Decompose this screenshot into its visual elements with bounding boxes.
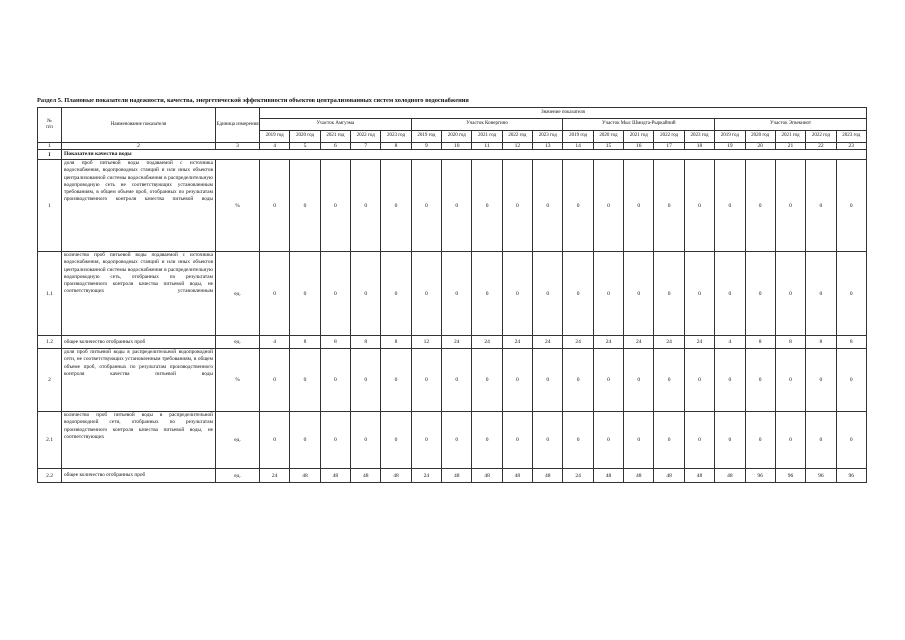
value-cell: 96 [745, 469, 775, 483]
header-year: 2019 год [715, 131, 745, 143]
row-unit: ед. [216, 469, 260, 483]
value-cell: 0 [836, 160, 866, 252]
value-cell: 48 [472, 469, 502, 483]
value-cell: 48 [442, 469, 472, 483]
value-cell: 0 [290, 349, 320, 412]
value-cell: 0 [260, 160, 290, 252]
row-number: I [38, 150, 62, 160]
row-name [62, 412, 216, 469]
value-cell: 0 [411, 349, 441, 412]
value-cell: 0 [290, 252, 320, 336]
value-cell: 24 [563, 469, 593, 483]
column-number: 14 [563, 143, 593, 150]
column-number: 6 [320, 143, 350, 150]
value-cell: 0 [684, 349, 714, 412]
value-cell: 48 [381, 469, 411, 483]
row-unit: ед. [216, 336, 260, 349]
value-cell: 24 [563, 336, 593, 349]
value-cell: 0 [745, 252, 775, 336]
value-cell: 24 [260, 469, 290, 483]
row-name [62, 252, 216, 336]
header-section: Участок Амгуэма [260, 119, 412, 131]
value-cell: 0 [502, 160, 532, 252]
value-cell: 0 [351, 252, 381, 336]
header-year: 2023 год [684, 131, 714, 143]
value-cell: 0 [745, 412, 775, 469]
table-row [38, 336, 867, 349]
column-number: 21 [775, 143, 805, 150]
row-unit: % [216, 160, 260, 252]
value-cell: 24 [654, 336, 684, 349]
value-cell: 0 [806, 252, 836, 336]
column-number: 1 [38, 143, 62, 150]
value-cell: 0 [290, 160, 320, 252]
column-number: 3 [216, 143, 260, 150]
value-cell: 12 [411, 336, 441, 349]
value-cell: 0 [533, 252, 563, 336]
column-number: 18 [684, 143, 714, 150]
value-cell: 8 [290, 336, 320, 349]
header-year: 2022 год [351, 131, 381, 143]
row-unit: ед. [216, 412, 260, 469]
value-cell: 0 [836, 412, 866, 469]
column-number: 4 [260, 143, 290, 150]
value-cell: 24 [533, 336, 563, 349]
header-year: 2020 год [290, 131, 320, 143]
value-cell: 0 [320, 412, 350, 469]
value-cell: 4 [715, 336, 745, 349]
value-cell: 0 [563, 349, 593, 412]
value-cell: 0 [260, 412, 290, 469]
value-cell: 0 [351, 160, 381, 252]
column-number: 19 [715, 143, 745, 150]
column-number: 23 [836, 143, 866, 150]
value-cell: 0 [593, 252, 623, 336]
row-name [62, 469, 216, 483]
column-number: 5 [290, 143, 320, 150]
header-year: 2022 год [502, 131, 532, 143]
row-number: 2.2 [38, 469, 62, 483]
value-cell: 0 [533, 412, 563, 469]
value-cell: 0 [351, 349, 381, 412]
value-cell: 0 [381, 349, 411, 412]
value-cell: 0 [502, 252, 532, 336]
value-cell: 48 [351, 469, 381, 483]
column-number: 20 [745, 143, 775, 150]
row-name-text: доля проб питьевой воды в распределительной водопроводной сети, не соответствующих установленным требованиям, в общем объеме проб, отобранных по результатам производственного контроля качества питьевой воды [64, 349, 213, 377]
header-section: Участок Мыс Шмидта-Рыркайпий [563, 119, 715, 131]
value-cell: 0 [806, 160, 836, 252]
value-cell: 0 [684, 160, 714, 252]
value-cell: 0 [745, 349, 775, 412]
value-cell: 0 [593, 412, 623, 469]
value-cell: 0 [836, 349, 866, 412]
value-cell: 0 [624, 412, 654, 469]
value-cell: 0 [654, 412, 684, 469]
row-number: 1.2 [38, 336, 62, 349]
value-cell: 0 [624, 349, 654, 412]
value-cell: 0 [351, 412, 381, 469]
value-cell: 0 [715, 252, 745, 336]
value-cell: 24 [502, 336, 532, 349]
row-name [62, 160, 216, 252]
value-cell: 0 [775, 160, 805, 252]
value-cell: 0 [745, 160, 775, 252]
value-cell: 0 [381, 160, 411, 252]
value-cell: 0 [442, 412, 472, 469]
value-cell: 0 [775, 349, 805, 412]
row-number: 2 [38, 349, 62, 412]
value-cell: 0 [320, 349, 350, 412]
value-cell: 0 [502, 412, 532, 469]
value-cell: 0 [775, 252, 805, 336]
value-cell: 24 [593, 336, 623, 349]
row-name: Показатели качества воды [62, 150, 867, 160]
value-cell: 0 [563, 160, 593, 252]
value-cell: 0 [411, 412, 441, 469]
header-name: Наименование показателя [62, 108, 216, 143]
value-cell: 0 [715, 349, 745, 412]
column-number: 8 [381, 143, 411, 150]
row-number: 1 [38, 160, 62, 252]
value-cell: 0 [381, 252, 411, 336]
header-year: 2023 год [381, 131, 411, 143]
value-cell: 8 [351, 336, 381, 349]
header-values-group: Значение показателя [260, 108, 867, 119]
row-name-text: общее количество отобранных проб [64, 472, 146, 479]
value-cell: 0 [411, 160, 441, 252]
value-cell: 48 [593, 469, 623, 483]
header-unit: Единица измерения [216, 108, 260, 143]
column-number: 12 [502, 143, 532, 150]
value-cell: 0 [654, 349, 684, 412]
column-number: 2 [62, 143, 216, 150]
header-year: 2022 год [806, 131, 836, 143]
value-cell: 0 [472, 160, 502, 252]
value-cell: 0 [472, 252, 502, 336]
value-cell: 0 [320, 252, 350, 336]
value-cell: 0 [442, 349, 472, 412]
value-cell: 8 [745, 336, 775, 349]
value-cell: 48 [290, 469, 320, 483]
value-cell: 96 [806, 469, 836, 483]
header-year: 2021 год [472, 131, 502, 143]
row-name-text: количество проб питьевой воды подаваемой с источника водоснабжения, водопроводных станций и или иных объектов централизованной системы водоснабжения в распределительную водопроводную сеть, отобранных по результатам производственного контроля качества питьевой воды, не соответствующих установленным [64, 252, 213, 295]
row-name-text: доля проб питьевой воды подаваемой с источника водоснабжения, водопроводных станций и или иных объектов централизованной системы водоснабжения в распределительную водопроводную сеть не соответствующих установленным требованиям, в общем объеме проб, отобранных по результатам производственного контроля качества питьевой воды [64, 160, 213, 203]
value-cell: 96 [836, 469, 866, 483]
value-cell: 0 [533, 349, 563, 412]
column-number: 11 [472, 143, 502, 150]
value-cell: 0 [472, 412, 502, 469]
value-cell: 24 [684, 336, 714, 349]
row-number: 2.1 [38, 412, 62, 469]
value-cell: 0 [381, 412, 411, 469]
value-cell: 48 [533, 469, 563, 483]
value-cell: 48 [320, 469, 350, 483]
value-cell: 0 [411, 252, 441, 336]
value-cell: 0 [563, 252, 593, 336]
value-cell: 48 [684, 469, 714, 483]
value-cell: 0 [442, 252, 472, 336]
header-section: Участок Конергино [411, 119, 563, 131]
value-cell: 0 [654, 252, 684, 336]
header-year: 2021 год [320, 131, 350, 143]
value-cell: 0 [624, 160, 654, 252]
header-year: 2020 год [593, 131, 623, 143]
value-cell: 8 [381, 336, 411, 349]
column-number: 13 [533, 143, 563, 150]
row-unit: ед. [216, 252, 260, 336]
column-number: 7 [351, 143, 381, 150]
value-cell: 4 [260, 336, 290, 349]
header-year: 2021 год [775, 131, 805, 143]
row-name [62, 349, 216, 412]
table-row [38, 150, 867, 160]
value-cell: 8 [806, 336, 836, 349]
header-year: 2019 год [260, 131, 290, 143]
value-cell: 0 [806, 412, 836, 469]
row-number: 1.1 [38, 252, 62, 336]
value-cell: 0 [806, 349, 836, 412]
header-year: 2020 год [745, 131, 775, 143]
column-number: 17 [654, 143, 684, 150]
value-cell: 0 [502, 349, 532, 412]
table-row [38, 349, 867, 412]
value-cell: 0 [593, 349, 623, 412]
column-number: 16 [624, 143, 654, 150]
value-cell: 0 [260, 252, 290, 336]
column-number: 22 [806, 143, 836, 150]
value-cell: 0 [533, 160, 563, 252]
header-year: 2023 год [533, 131, 563, 143]
value-cell: 0 [593, 160, 623, 252]
value-cell: 0 [684, 252, 714, 336]
table-row [38, 160, 867, 252]
value-cell: 0 [320, 160, 350, 252]
value-cell: 24 [411, 469, 441, 483]
value-cell: 0 [563, 412, 593, 469]
value-cell: 0 [684, 412, 714, 469]
table-row [38, 469, 867, 483]
header-year: 2019 год [411, 131, 441, 143]
page-title: Раздел 5. Плановые показатели надежности, качества, энергетической эффективности объектов централизованных систем холодного водоснабжения [37, 97, 469, 104]
indicators-table [37, 107, 867, 483]
row-name-text: общее количество отобранных проб [64, 338, 146, 345]
column-number: 9 [411, 143, 441, 150]
value-cell: 0 [260, 349, 290, 412]
header-no: № п/п [38, 108, 62, 143]
row-unit: % [216, 349, 260, 412]
column-number: 15 [593, 143, 623, 150]
value-cell: 0 [715, 412, 745, 469]
value-cell: 0 [775, 412, 805, 469]
value-cell: 24 [624, 336, 654, 349]
value-cell: 8 [320, 336, 350, 349]
value-cell: 0 [290, 412, 320, 469]
table-row [38, 252, 867, 336]
row-name [62, 336, 216, 349]
value-cell: 96 [775, 469, 805, 483]
table-row [38, 412, 867, 469]
value-cell: 0 [472, 349, 502, 412]
value-cell: 8 [836, 336, 866, 349]
header-year: 2019 год [563, 131, 593, 143]
value-cell: 48 [624, 469, 654, 483]
header-year: 2023 год [836, 131, 866, 143]
value-cell: 0 [715, 160, 745, 252]
value-cell: 24 [472, 336, 502, 349]
value-cell: 8 [775, 336, 805, 349]
column-number: 10 [442, 143, 472, 150]
value-cell: 0 [836, 252, 866, 336]
value-cell: 48 [502, 469, 532, 483]
header-year: 2022 год [654, 131, 684, 143]
value-cell: 24 [442, 336, 472, 349]
value-cell: 0 [442, 160, 472, 252]
header-section: Участок Эгвекинот [715, 119, 867, 131]
row-name-text: количество проб питьевой воды в распределительной водопроводной сети, отобранных по результатам производственного контроля качества питьевой воды, не соответствующих [64, 412, 213, 440]
value-cell: 48 [715, 469, 745, 483]
value-cell: 0 [624, 252, 654, 336]
value-cell: 48 [654, 469, 684, 483]
header-year: 2021 год [624, 131, 654, 143]
header-year: 2020 год [442, 131, 472, 143]
value-cell: 0 [654, 160, 684, 252]
